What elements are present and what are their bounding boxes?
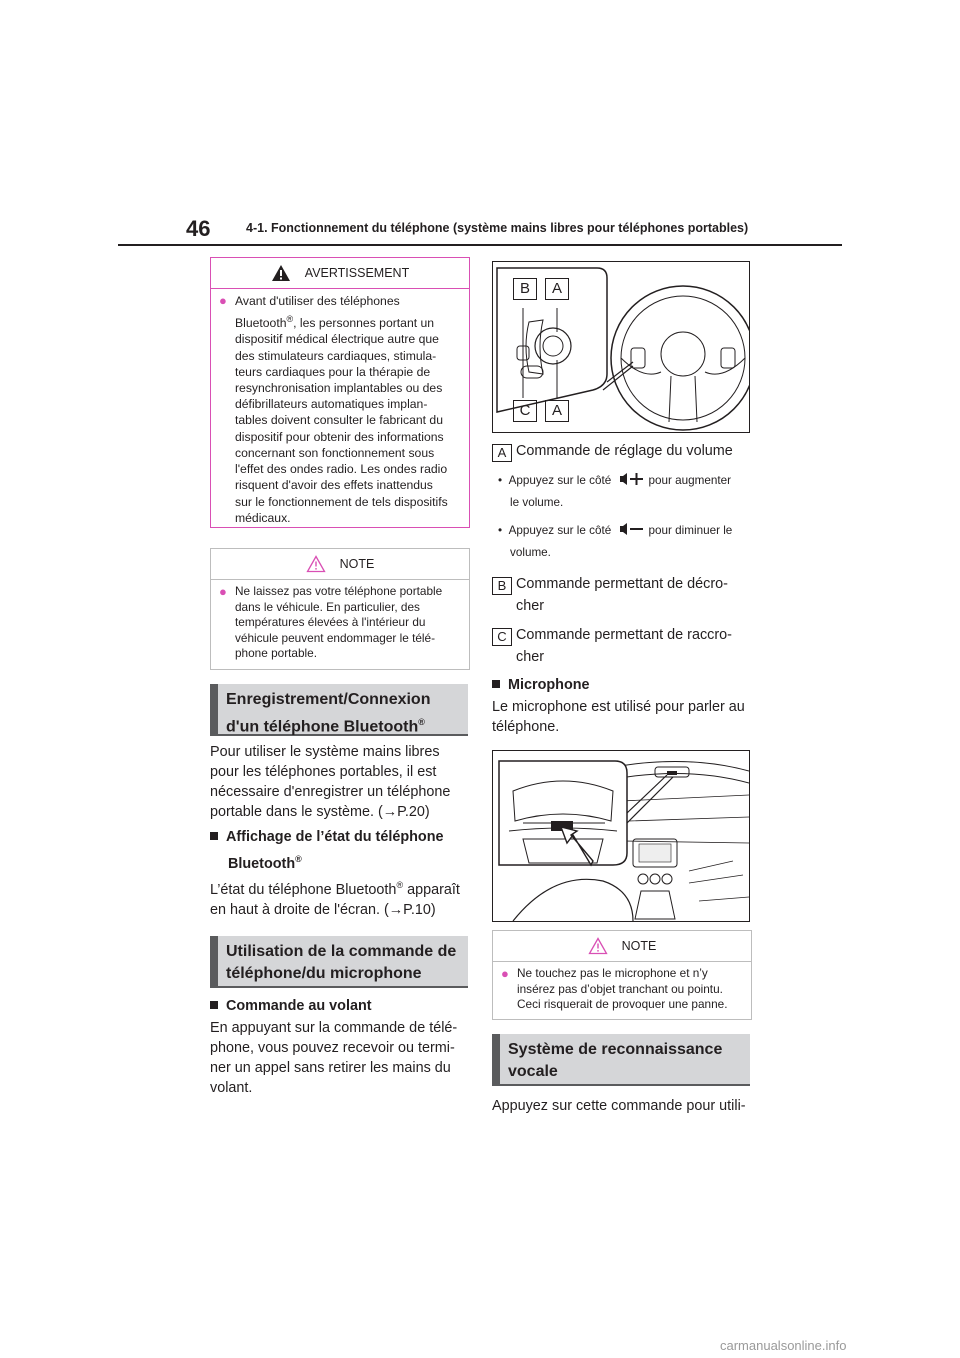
bullet-text: Appuyez sur le côté: [508, 524, 612, 537]
note-line: Ne touchez pas le microphone et n’y: [517, 966, 708, 980]
small-bullet-icon: •: [498, 474, 503, 487]
section-heading-line: téléphone/du microphone: [226, 965, 422, 982]
legend-b-text: Commande permettant de décro-: [516, 576, 728, 592]
note-box-microphone: [492, 930, 752, 1020]
bullet-icon: ●: [219, 584, 227, 599]
page-reference[interactable]: P.10): [403, 901, 436, 918]
warning-line: concernant son fonctionnement sous: [235, 445, 435, 460]
paragraph-line: nécessaire d'enregistrer un téléphone: [210, 784, 451, 800]
bullet-text: pour diminuer le: [648, 524, 733, 537]
warning-line: Avant d'utiliser des téléphones: [235, 294, 400, 308]
legend-c-text: Commande permettant de raccro-: [516, 627, 732, 643]
subheading-text: Commande au volant: [226, 998, 372, 1014]
legend-line: [492, 573, 752, 595]
legend-line: cher: [516, 649, 544, 665]
warning-box: [210, 257, 470, 528]
paragraph-line: En appuyant sur la commande de télé-: [210, 1020, 458, 1036]
paragraph-steering: [210, 1018, 472, 1098]
page-reference[interactable]: P.20): [397, 804, 430, 820]
note-box: [210, 548, 470, 670]
subheading-status: [210, 826, 470, 875]
subheading-text: Affichage de l’état du téléphone: [226, 829, 444, 845]
paragraph-status: [210, 875, 470, 920]
warning-text: , les personnes portant un: [293, 316, 435, 331]
paragraph-microphone: [492, 697, 754, 737]
square-bullet-icon: [210, 832, 218, 840]
paragraph-voice: Appuyez sur cette commande pour utili-: [492, 1098, 746, 1114]
section-heading-registration: [210, 684, 468, 736]
warning-line: dispositif pour obtenir des informations: [235, 429, 444, 444]
note-header: [211, 549, 469, 580]
paragraph-text: L’état du téléphone Bluetooth: [210, 881, 397, 898]
warning-text: Bluetooth: [235, 316, 287, 331]
square-bullet-icon: [210, 1001, 218, 1009]
warning-title: AVERTISSEMENT: [304, 266, 410, 280]
volume-up-icon: [619, 472, 645, 486]
paragraph-line: [210, 875, 470, 900]
warning-line: défibrillateurs automatiques implan-: [235, 397, 428, 412]
arrow-symbol: →: [388, 901, 404, 918]
paragraph-line: [210, 900, 470, 920]
registered-mark: ®: [295, 854, 302, 864]
cabin-illustration: [493, 751, 749, 921]
section-heading-line: Utilisation de la commande de: [226, 943, 457, 960]
warning-item: [219, 293, 461, 526]
paragraph-text: portable dans le système. (: [210, 804, 383, 820]
figure-label-c: C: [513, 400, 537, 422]
section-heading-text: d'un téléphone Bluetooth: [226, 718, 419, 736]
page-number: 46: [186, 216, 211, 241]
paragraph-line: Le microphone est utilisé pour parler au: [492, 699, 745, 715]
section-heading-line: Enregistrement/Connexion: [226, 691, 431, 708]
paragraph-line: pour les téléphones portables, il est: [210, 764, 437, 780]
warning-header: [211, 258, 469, 289]
bullet-text: pour augmenter: [648, 474, 732, 487]
note-title: NOTE: [621, 939, 657, 953]
square-bullet-icon: [492, 680, 500, 688]
note-line: températures élevées à l'intérieur du: [235, 615, 426, 630]
warning-triangle-icon: [271, 264, 291, 282]
note-line: Ceci risquerait de provoquer une panne.: [517, 997, 728, 1012]
section-heading-controls: [210, 936, 468, 988]
subheading-steering: [210, 996, 372, 1016]
bullet-text: Appuyez sur le côté: [508, 474, 612, 487]
bullet-icon: ●: [219, 293, 227, 308]
paragraph-line: volant.: [210, 1080, 253, 1096]
caution-triangle-icon: [306, 555, 326, 573]
tag-b: B: [492, 577, 512, 595]
subheading-text: Bluetooth: [228, 855, 296, 872]
bullet-line: volume.: [510, 546, 551, 559]
tag-c: C: [492, 628, 512, 646]
legend-a-bullet-1: [498, 470, 748, 514]
note-header: [493, 931, 751, 962]
note-title: NOTE: [339, 557, 375, 571]
chapter-title: 4-1. Fonctionnement du téléphone (système mains libres pour téléphones portables): [246, 221, 749, 235]
paragraph-text: en haut à droite de l'écran. (: [210, 901, 389, 918]
legend-b: [492, 573, 752, 617]
small-bullet-icon: •: [498, 524, 503, 537]
subheading-line: [210, 848, 470, 875]
legend-c: [492, 624, 752, 668]
bullet-line: [498, 520, 748, 542]
warning-line: tables doivent consulter le fabricant du: [235, 413, 443, 428]
microphone-figure: [492, 750, 750, 922]
section-heading-line: vocale: [508, 1063, 558, 1080]
paragraph-line: ner un appel sans retirer les mains du: [210, 1060, 451, 1076]
warning-line: sur le fonctionnement de tels dispositifs: [235, 494, 448, 509]
warning-line: [235, 311, 448, 331]
paragraph-line: téléphone.: [492, 719, 560, 735]
legend-a: [492, 441, 733, 462]
registered-mark: ®: [396, 880, 404, 890]
warning-line: médicaux.: [235, 510, 291, 525]
warning-line: l'effet des ondes radio. Les ondes radio: [235, 462, 448, 477]
section-heading-line: [226, 711, 460, 738]
subheading-line: [210, 826, 470, 848]
figure-label-a-top: A: [545, 278, 569, 300]
note-line: insérez pas d’objet tranchant ou pointu.: [517, 981, 723, 996]
warning-line: dispositif médical électrique autre que: [235, 332, 439, 347]
note-item: [501, 966, 743, 1013]
section-heading-voice: [492, 1034, 750, 1086]
figure-label-b: B: [513, 278, 537, 300]
bullet-icon: ●: [501, 966, 509, 981]
paragraph-line: Pour utiliser le système mains libres: [210, 744, 440, 760]
registered-mark: ®: [418, 717, 425, 727]
warning-line: risquent d'avoir des effets inattendus: [235, 478, 433, 493]
subheading-text: Microphone: [508, 677, 590, 693]
note-item: [219, 584, 461, 662]
note-line: dans le véhicule. En particulier, des: [235, 599, 420, 614]
bullet-line: [498, 470, 748, 492]
paragraph-text: apparaît: [403, 881, 460, 898]
volume-down-icon: [619, 522, 645, 536]
paragraph-line: phone, vous pouvez recevoir ou termi-: [210, 1040, 455, 1056]
note-line: Ne laissez pas votre téléphone portable: [235, 584, 443, 598]
header-rule: [118, 244, 842, 246]
warning-line: des stimulateurs cardiaques, stimula-: [235, 348, 437, 363]
subheading-microphone: [492, 675, 590, 695]
section-heading-line: Système de reconnaissance: [508, 1041, 723, 1058]
steering-wheel-figure: [492, 261, 750, 433]
caution-triangle-icon: [588, 937, 608, 955]
legend-a-text: Commande de réglage du volume: [516, 443, 733, 459]
watermark: carmanualsonline.info: [720, 1338, 847, 1353]
warning-line: resynchronisation implantables ou des: [235, 381, 443, 396]
figure-label-a-bottom: A: [545, 400, 569, 422]
note-line: véhicule peuvent endommager le télé-: [235, 630, 436, 645]
bullet-line: le volume.: [510, 496, 564, 509]
registered-mark: ®: [286, 314, 294, 325]
legend-line: [492, 624, 752, 646]
tag-a: A: [492, 444, 512, 462]
arrow-symbol: →: [382, 804, 398, 820]
paragraph-registration: [210, 742, 470, 822]
legend-a-bullet-2: [498, 520, 748, 564]
legend-line: cher: [516, 598, 544, 614]
warning-line: teurs cardiaques pour la thérapie de: [235, 364, 431, 379]
note-line: phone portable.: [235, 646, 317, 661]
paragraph-line: [210, 802, 470, 822]
